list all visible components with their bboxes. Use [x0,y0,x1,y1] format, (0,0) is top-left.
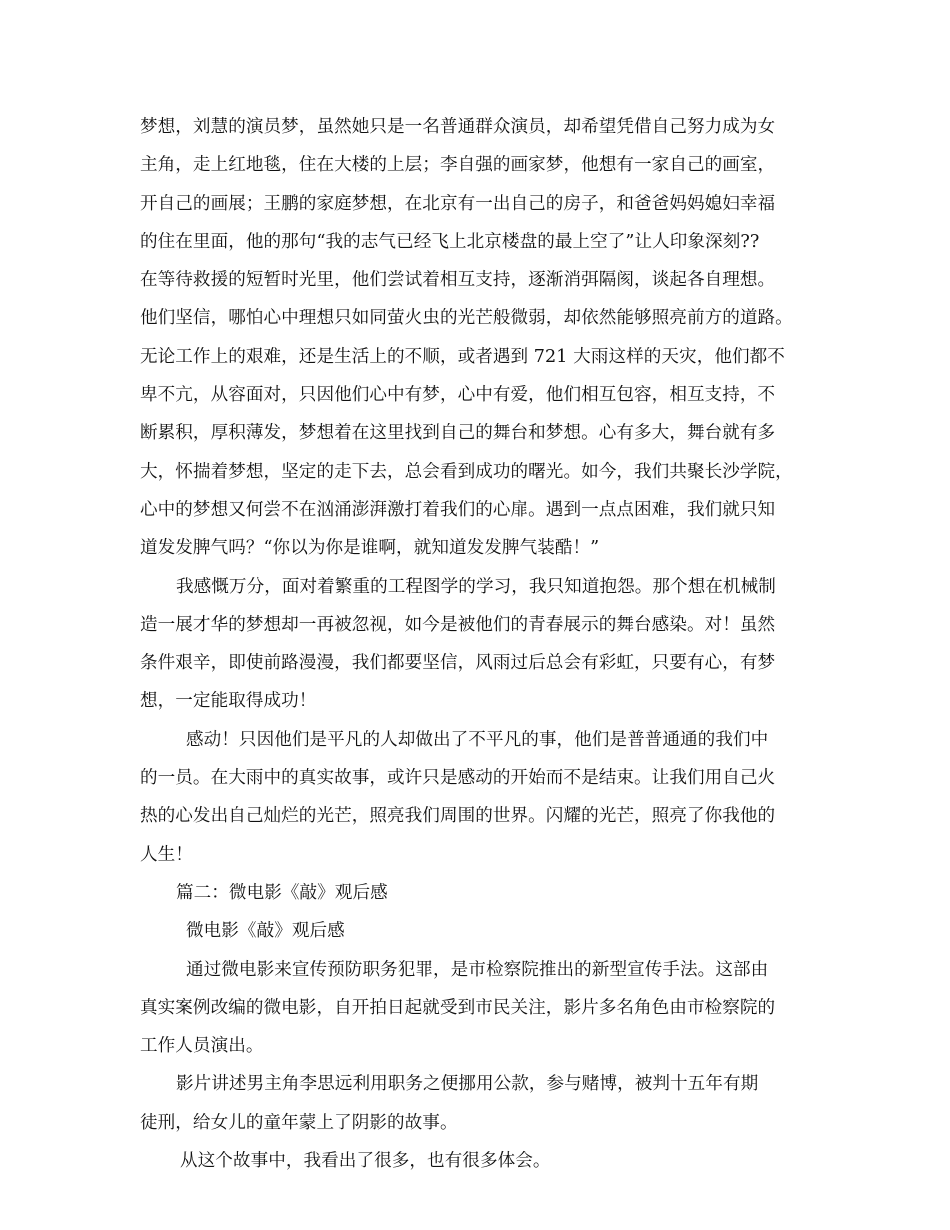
text-line: 从这个故事中，我看出了很多，也有很多体会。 [180,1151,551,1172]
article-title [140,912,820,950]
text-line: 道发发脾气吗？“你以为你是谁啊，就知道发发脾气装酷！” [140,538,600,559]
text-line: 大，怀揣着梦想，坚定的走下去，总会看到成功的曙光。如今，我们共聚长沙学院， [140,461,793,482]
text-line: 梦想，刘慧的演员梦，虽然她只是一名普通群众演员，却希望凭借自己努力成为女 [140,117,776,137]
text-line: 心中的梦想又何尝不在汹涌澎湃激打着我们的心扉。遇到一点点困难，我们就只知 [140,499,776,520]
text-line: 断累积，厚积薄发，梦想着在这里找到自己的舞台和梦想。心有多大，舞台就有多 [140,423,776,444]
text-line: 人生！ [140,844,193,865]
text-line: 无论工作上的艰难，还是生活上的不顺，或者遇到 721 大雨这样的天灾，他们都不 [140,346,785,367]
document-body [140,108,820,1180]
section-heading [140,874,820,912]
paragraph-plot [140,1065,820,1142]
paragraph-reflection [140,568,820,721]
text-line: 真实案例改编的微电影，自开拍日起就受到市民关注，影片多名角色由市检察院的 [140,997,776,1018]
text-line: 在等待救援的短暂时光里，他们尝试着相互支持，逐渐消弭隔阂，谈起各自理想。 [140,270,776,291]
text-line: 的一员。在大雨中的真实故事，或许只是感动的开始而不是结束。让我们用自己火 [140,768,776,789]
paragraph-intro [140,951,820,1066]
text-line: 开自己的画展；王鹏的家庭梦想，在北京有一出自己的房子，和爸爸妈妈媳妇幸福 [140,193,776,214]
text-line: 卑不亢，从容面对，只因他们心中有梦，心中有爱，他们相互包容，相互支持，不 [140,385,776,406]
text-line: 我感慨万分，面对着繁重的工程图学的学习，我只知道抱怨。那个想在机械制 [176,576,776,597]
text-line: 他们坚信，哪怕心中理想只如同萤火虫的光芒般微弱，却依然能够照亮前方的道路。 [140,308,793,329]
text-line: 工作人员演出。 [140,1036,264,1057]
text-line: 微电影《敲》观后感 [186,921,345,942]
paragraph-dreams [140,108,820,568]
text-line: 篇二：微电影《敲》观后感 [176,882,388,903]
text-line: 主角，走上红地毯，住在大楼的上层；李自强的画家梦，他想有一家自己的画室， [140,155,776,176]
text-line: 感动！只因他们是平凡的人却做出了不平凡的事，他们是普普通通的我们中 [186,729,769,750]
paragraph-moved [140,721,820,874]
text-line: 徒刑，给女儿的童年蒙上了阴影的故事。 [140,1112,458,1133]
text-line: 想，一定能取得成功！ [140,691,317,712]
paragraph-takeaway [140,1142,820,1180]
text-line: 的住在里面，他的那句“我的志气已经飞上北京楼盘的最上空了”让人印象深刻?? [140,231,760,252]
text-line: 热的心发出自己灿烂的光芒，照亮我们周围的世界。闪耀的光芒，照亮了你我他的 [140,806,776,827]
text-line: 影片讲述男主角李思远利用职务之便挪用公款，参与赌博，被判十五年有期 [176,1074,759,1095]
text-line: 通过微电影来宣传预防职务犯罪，是市检察院推出的新型宣传手法。这部由 [186,959,769,980]
text-line: 造一展才华的梦想却一再被忽视，如今是被他们的青春展示的舞台感染。对！虽然 [140,614,776,635]
text-line: 条件艰辛，即使前路漫漫，我们都要坚信，风雨过后总会有彩虹，只要有心，有梦 [140,653,776,674]
